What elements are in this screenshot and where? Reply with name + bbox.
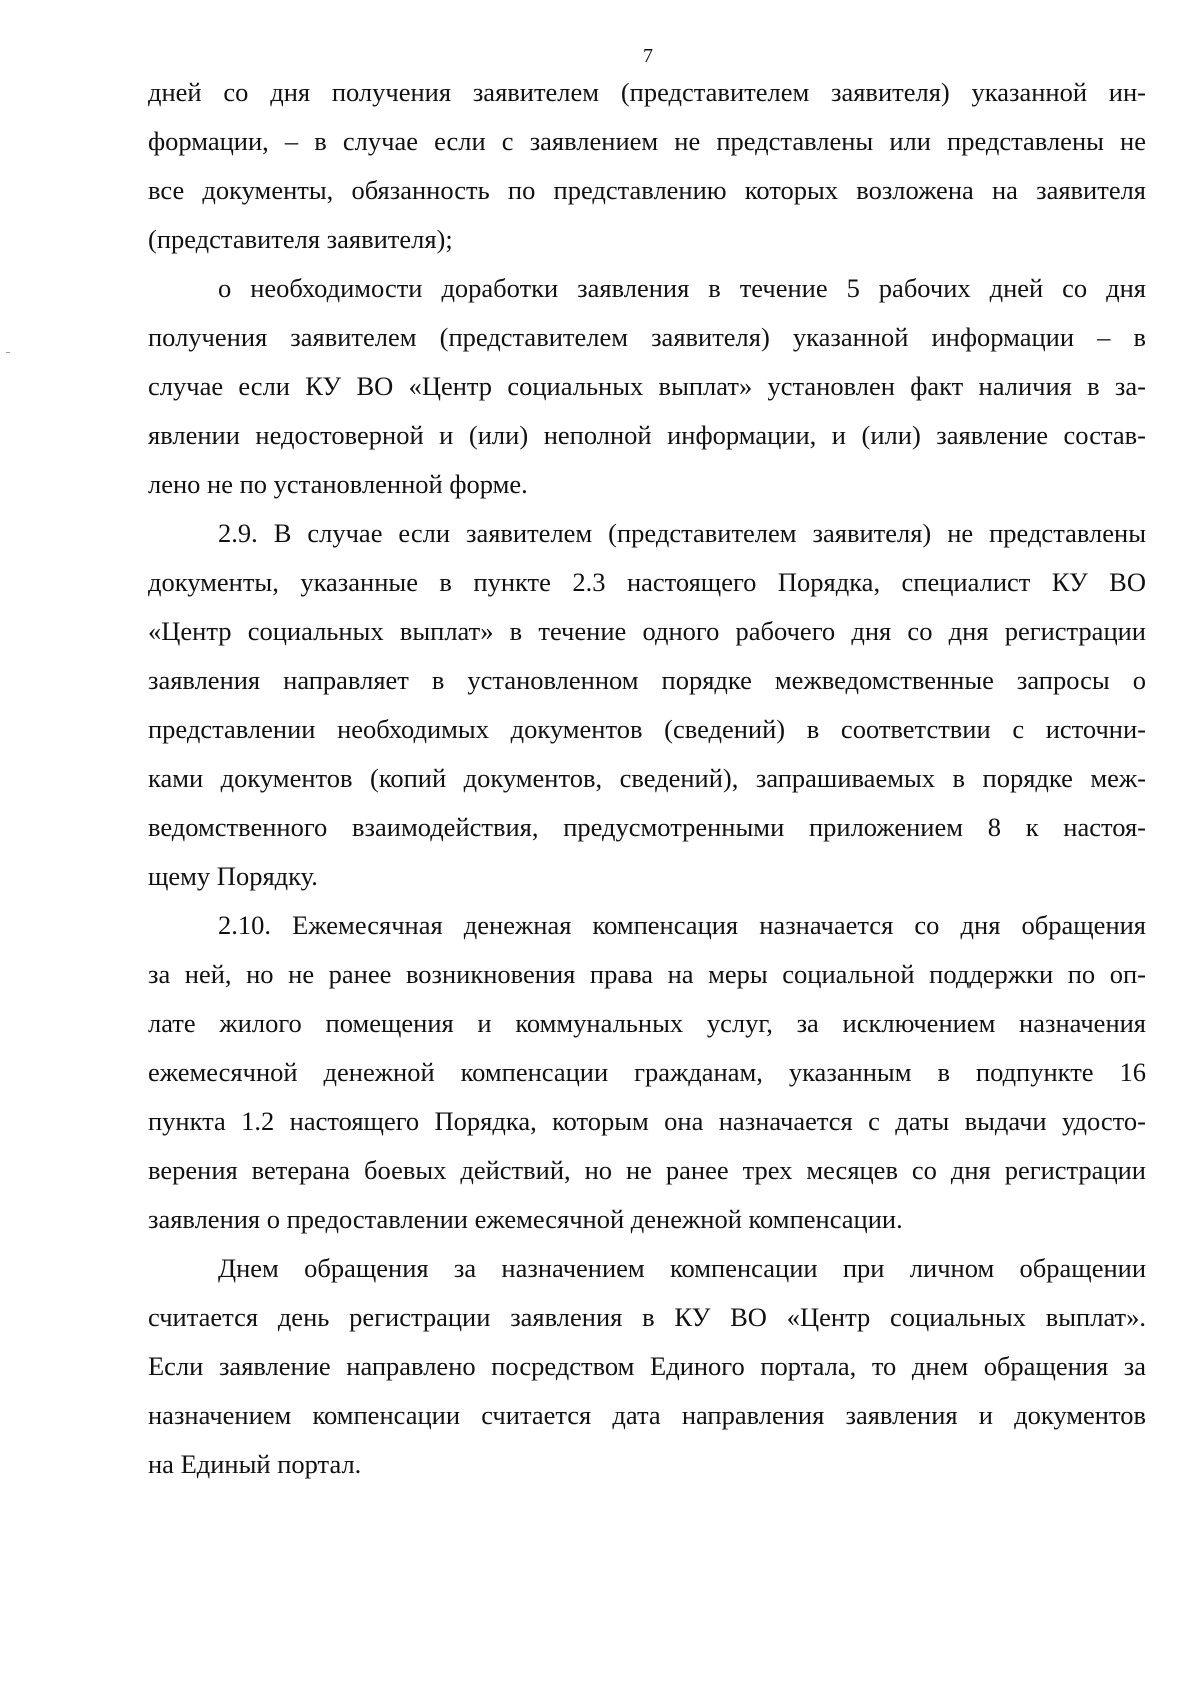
- text-line: заявления о предоставлении ежемесячной денежной компенсации.: [148, 1204, 903, 1234]
- text-line: Если заявление направлено посредством Единого портала, то днем обращения за: [148, 1351, 1146, 1381]
- text-line: явлении недостоверной и (или) неполной информации, и (или) заявление состав-: [148, 420, 1146, 450]
- text-line: случае если КУ ВО «Центр социальных выплат» установлен факт наличия в за-: [148, 371, 1146, 401]
- text-line: о необходимости доработки заявления в течение 5 рабочих дней со дня: [218, 273, 1146, 303]
- text-line: верения ветерана боевых действий, но не ранее трех месяцев со дня регистрации: [148, 1155, 1146, 1185]
- text-line: лате жилого помещения и коммунальных услуг, за исключением назначения: [148, 1008, 1146, 1038]
- text-line: на Единый портал.: [148, 1449, 362, 1479]
- text-line: (представителя заявителя);: [148, 224, 453, 254]
- text-line: заявления направляет в установленном порядке межведомственные запросы о: [148, 665, 1146, 695]
- page-number: 7: [643, 45, 653, 67]
- text-line: документы, указанные в пункте 2.3 настоящего Порядка, специалист КУ ВО: [148, 567, 1146, 597]
- text-line: дней со дня получения заявителем (представителем заявителя) указанной ин-: [148, 77, 1146, 107]
- text-line: за ней, но не ранее возникновения права на меры социальной поддержки по оп-: [148, 959, 1146, 989]
- text-line: лено не по установленной форме.: [148, 469, 528, 499]
- document-body: [148, 68, 1146, 1489]
- text-line: «Центр социальных выплат» в течение одного рабочего дня со дня регистрации: [148, 616, 1146, 646]
- text-line: формации, – в случае если с заявлением не представлены или представлены не: [148, 126, 1146, 156]
- text-line: считается день регистрации заявления в КУ ВО «Центр социальных выплат».: [148, 1302, 1146, 1332]
- margin-mark: [6, 352, 10, 353]
- text-line: назначением компенсации считается дата направления заявления и документов: [148, 1400, 1146, 1430]
- text-line: Днем обращения за назначением компенсации при личном обращении: [218, 1253, 1146, 1283]
- text-line: щему Порядку.: [148, 861, 318, 891]
- text-line: получения заявителем (представителем заявителя) указанной информации – в: [148, 322, 1146, 352]
- text-line: ведомственного взаимодействия, предусмотренными приложением 8 к настоя-: [148, 812, 1146, 842]
- text-line: ежемесячной денежной компенсации гражданам, указанным в подпункте 16: [148, 1057, 1146, 1087]
- text-line: 2.10. Ежемесячная денежная компенсация назначается со дня обращения: [218, 910, 1146, 940]
- text-line: представлении необходимых документов (сведений) в соответствии с источни-: [148, 714, 1146, 744]
- text-line: пункта 1.2 настоящего Порядка, которым она назначается с даты выдачи удосто-: [148, 1106, 1146, 1136]
- text-line: 2.9. В случае если заявителем (представителем заявителя) не представлены: [218, 518, 1146, 548]
- text-line: все документы, обязанность по представлению которых возложена на заявителя: [148, 175, 1146, 205]
- text-line: ками документов (копий документов, сведений), запрашиваемых в порядке меж-: [148, 763, 1146, 793]
